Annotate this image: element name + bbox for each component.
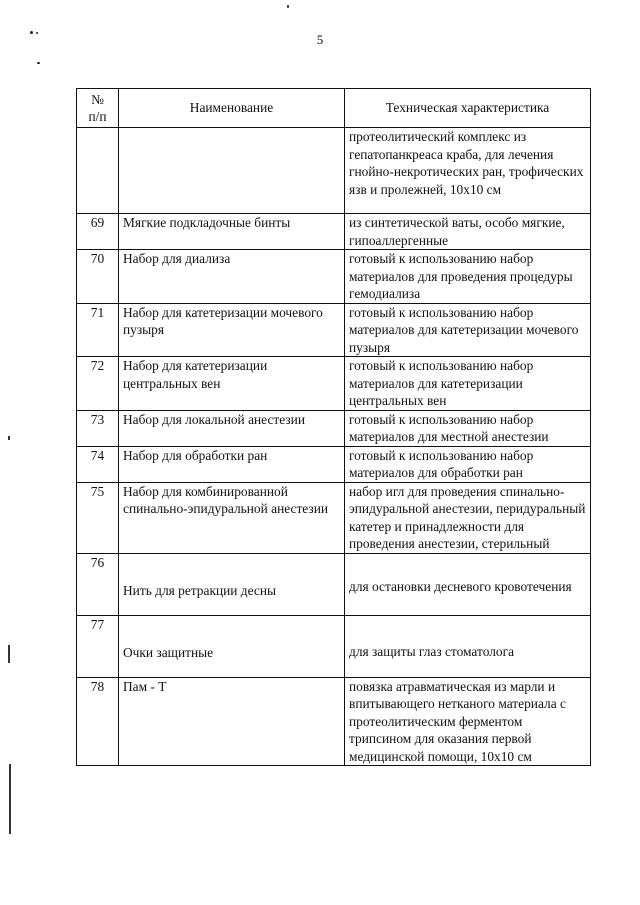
row-name: Набор для локальной анестезии [119,410,345,446]
table-row [77,677,591,766]
row-spec: протеолитический комплекс из гепатопанкреаса краба, для лечения гнойно-некротических ран, трофических язв и пролежней, 10x10 см [345,128,591,214]
row-num: 71 [77,303,119,357]
table-row [77,214,591,250]
row-name [119,128,345,214]
row-spec: готовый к использованию набор материалов для катетеризации центральных вен [345,357,591,411]
spec-table [76,88,591,766]
row-num: 70 [77,250,119,304]
row-name: Набор для диализа [119,250,345,304]
row-num: 78 [77,677,119,766]
scan-edge-mark [8,436,10,440]
row-spec: для защиты глаз стоматолога [345,615,591,677]
row-spec: готовый к использованию набор материалов для проведения процедуры гемодиализа [345,250,591,304]
row-num: 76 [77,553,119,615]
table-row [77,482,591,553]
scan-speck [36,32,38,34]
row-name: Набор для катетеризации мочевого пузыря [119,303,345,357]
table-row [77,128,591,214]
table-row [77,446,591,482]
table-row [77,553,591,615]
row-spec: повязка атравматическая из марли и впитывающего нетканого материала с протеолитическим ферментом трипсином для оказания первой медицинской помощи, 10x10 см [345,677,591,766]
row-num: 74 [77,446,119,482]
row-spec: готовый к использованию набор материалов для катетеризации мочевого пузыря [345,303,591,357]
row-spec: готовый к использованию набор материалов для обработки ран [345,446,591,482]
scan-edge-mark [8,645,10,663]
row-num [77,128,119,214]
row-name: Набор для обработки ран [119,446,345,482]
row-name: Пам - Т [119,677,345,766]
row-num: 73 [77,410,119,446]
scan-speck [37,62,40,64]
header-spec: Техническая характеристика [345,89,591,128]
row-name: Набор для катетеризации центральных вен [119,357,345,411]
scan-speck [287,5,289,8]
table-row [77,410,591,446]
table-row [77,250,591,304]
table-row [77,303,591,357]
header-name: Наименование [119,89,345,128]
table-header-row [77,89,591,128]
row-name: Нить для ретракции десны [119,553,345,615]
table-row [77,357,591,411]
row-name: Очки защитные [119,615,345,677]
row-num: 72 [77,357,119,411]
row-num: 69 [77,214,119,250]
row-name: Набор для комбинированной спинально-эпидуральной анестезии [119,482,345,553]
scan-edge-mark [9,764,11,834]
row-spec: набор игл для проведения спинально-эпидуральной анестезии, перидуральный катетер и принадлежности для проведения анестезии, стерильный [345,482,591,553]
row-spec: готовый к использованию набор материалов для местной анестезии [345,410,591,446]
row-name: Мягкие подкладочные бинты [119,214,345,250]
table-row [77,615,591,677]
row-spec: из синтетической ваты, особо мягкие, гипоаллергенные [345,214,591,250]
header-num: № п/п [77,89,119,128]
scan-speck [30,31,33,34]
row-num: 75 [77,482,119,553]
row-num: 77 [77,615,119,677]
row-spec: для остановки десневого кровотечения [345,553,591,615]
page-number: 5 [316,32,324,47]
